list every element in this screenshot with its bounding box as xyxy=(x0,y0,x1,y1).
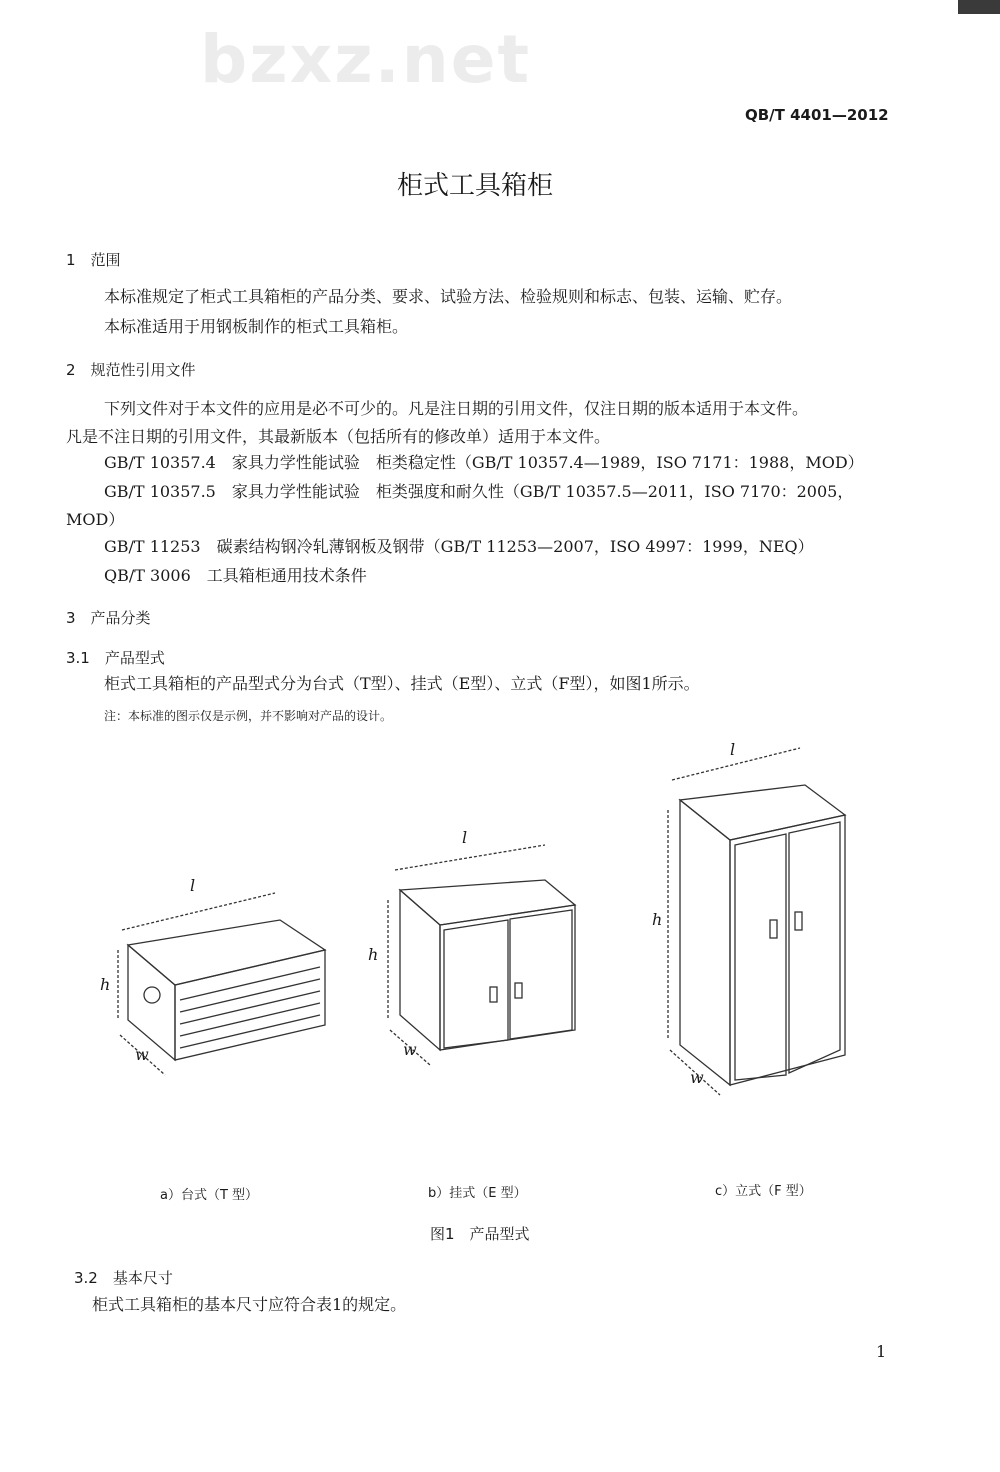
paragraph: 本标准规定了柜式工具箱柜的产品分类、要求、试验方法、检验规则和标志、包装、运输、贮存。 xyxy=(104,287,793,306)
caption-a: a）台式（T 型） xyxy=(160,1188,259,1203)
paragraph: 柜式工具箱柜的产品型式分为台式（T型）、挂式（E型）、立式（F型），如图1所示。 xyxy=(104,674,700,693)
reference-item: GB/T 10357.5 家具力学性能试验 柜类强度和耐久性（GB/T 10357.5—2011，ISO 7170：2005， xyxy=(104,482,854,501)
caption-b: b）挂式（E 型） xyxy=(428,1186,527,1201)
t-type-cabinet-drawing xyxy=(118,893,325,1075)
dim-l-label: l xyxy=(730,740,736,759)
section-2-heading: 2 规范性引用文件 xyxy=(66,361,196,379)
section-1-heading: 1 范围 xyxy=(66,251,121,269)
dim-l-label: l xyxy=(462,828,468,847)
paragraph: 本标准适用于用钢板制作的柜式工具箱柜。 xyxy=(104,317,409,336)
dim-l-label: l xyxy=(190,876,196,895)
section-3-heading: 3 产品分类 xyxy=(66,609,151,627)
e-type-cabinet-drawing xyxy=(388,845,575,1065)
paragraph: 凡是不注日期的引用文件，其最新版本（包括所有的修改单）适用于本文件。 xyxy=(66,427,611,446)
dim-h-label: h xyxy=(368,945,379,964)
dim-w-label: w xyxy=(403,1040,417,1059)
section-3-2-heading: 3.2 基本尺寸 xyxy=(74,1269,173,1287)
page-title: 柜式工具箱柜 xyxy=(397,171,554,201)
dim-w-label: w xyxy=(135,1045,149,1064)
standard-number: QB/T 4401—2012 xyxy=(745,106,889,124)
caption-c: c）立式（F 型） xyxy=(715,1184,812,1199)
paragraph: 柜式工具箱柜的基本尺寸应符合表1的规定。 xyxy=(92,1295,407,1314)
f-type-cabinet-drawing xyxy=(668,748,845,1095)
reference-item-cont: MOD） xyxy=(66,510,125,529)
dim-w-label: w xyxy=(690,1068,704,1087)
reference-item: QB/T 3006 工具箱柜通用技术条件 xyxy=(104,566,367,585)
section-3-1-heading: 3.1 产品型式 xyxy=(66,649,165,667)
dim-h-label: h xyxy=(652,910,663,929)
reference-item: GB/T 10357.4 家具力学性能试验 柜类稳定性（GB/T 10357.4—1989，ISO 7171：1988，MOD） xyxy=(104,453,864,472)
reference-item: GB/T 11253 碳素结构钢冷轧薄钢板及钢带（GB/T 11253—2007，ISO 4997：1999，NEQ） xyxy=(104,537,814,556)
paragraph: 下列文件对于本文件的应用是必不可少的。凡是注日期的引用文件，仅注日期的版本适用于本文件。 xyxy=(104,399,809,418)
figure-title: 图1 产品型式 xyxy=(430,1225,530,1243)
watermark: bzxz.net xyxy=(200,21,532,98)
page-number: 1 xyxy=(876,1342,887,1361)
note: 注：本标准的图示仅是示例，并不影响对产品的设计。 xyxy=(104,709,393,723)
dim-h-label: h xyxy=(100,975,111,994)
